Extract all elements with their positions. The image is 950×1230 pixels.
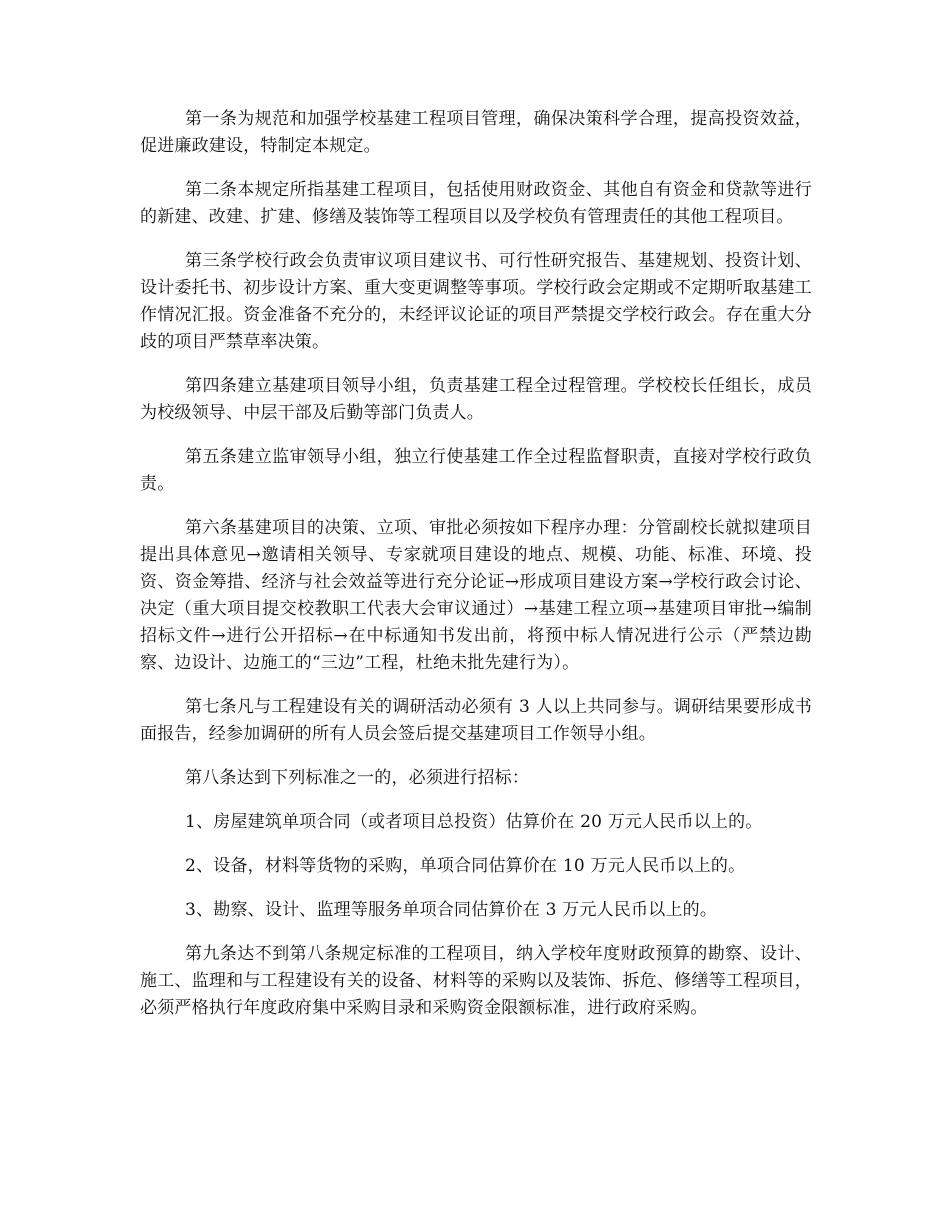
- article-8-item-2: 2、设备，材料等货物的采购，单项合同估算价在 10 万元人民币以上的。: [185, 856, 746, 876]
- document-body: [140, 106, 812, 1039]
- article-1-paragraph: 第一条为规范和加强学校基建工程项目管理，确保决策科学合理，提高投资效益，促进廉政建设，特制定本规定。: [140, 109, 812, 156]
- article-3-paragraph: 第三条学校行政会负责审议项目建议书、可行性研究报告、基建规划、投资计划、设计委托书、初步设计方案、重大变更调整等事项。学校行政会定期或不定期听取基建工作情况汇报。资金准备不充分的，未经评议论证的项目严禁提交学校行政会。存在重大分歧的项目严禁草率决策。: [140, 251, 812, 352]
- article-8-item-3: 3、勘察、设计、监理等服务单项合同估算价在 3 万元人民币以上的。: [185, 900, 718, 920]
- article-9-paragraph: 第九条达不到第八条规定标准的工程项目，纳入学校年度财政预算的勘察、设计、施工、监理和与工程建设有关的设备、材料等的采购以及装饰、拆危、修缮等工程项目，必须严格执行年度政府集中采购目录和采购资金限额标准，进行政府采购。: [140, 944, 812, 1018]
- article-5-paragraph: 第五条建立监审领导小组，独立行使基建工作全过程监督职责，直接对学校行政负责。: [140, 447, 812, 494]
- article-8-paragraph: 第八条达到下列标准之一的，必须进行招标：: [185, 768, 530, 788]
- article-4-paragraph: 第四条建立基建项目领导小组，负责基建工程全过程管理。学校校长任组长，成员为校级领导、中层干部及后勤等部门负责人。: [140, 376, 812, 423]
- article-2-paragraph: 第二条本规定所指基建工程项目，包括使用财政资金、其他自有资金和贷款等进行的新建、改建、扩建、修缮及装饰等工程项目以及学校负有管理责任的其他工程项目。: [140, 180, 812, 227]
- article-8-item-1: 1、房屋建筑单项合同（或者项目总投资）估算价在 20 万元人民币以上的。: [185, 812, 763, 832]
- article-7-paragraph: 第七条凡与工程建设有关的调研活动必须有 3 人以上共同参与。调研结果要形成书面报告，经参加调研的所有人员会签后提交基建项目工作领导小组。: [140, 697, 812, 744]
- article-6-paragraph: 第六条基建项目的决策、立项、审批必须按如下程序办理：分管副校长就拟建项目提出具体意见→邀请相关领导、专家就项目建设的地点、规模、功能、标准、环境、投资、资金筹措、经济与社会效益等进行充分论证→形成项目建设方案→学校行政会讨论、决定（重大项目提交校教职工代表大会审议通过）→基建工程立项→基建项目审批→编制招标文件→进行公开招标→在中标通知书发出前，将预中标人情况进行公示（严禁边勘察、边设计、边施工的“三边”工程，杜绝未批先建行为）。: [140, 518, 812, 673]
